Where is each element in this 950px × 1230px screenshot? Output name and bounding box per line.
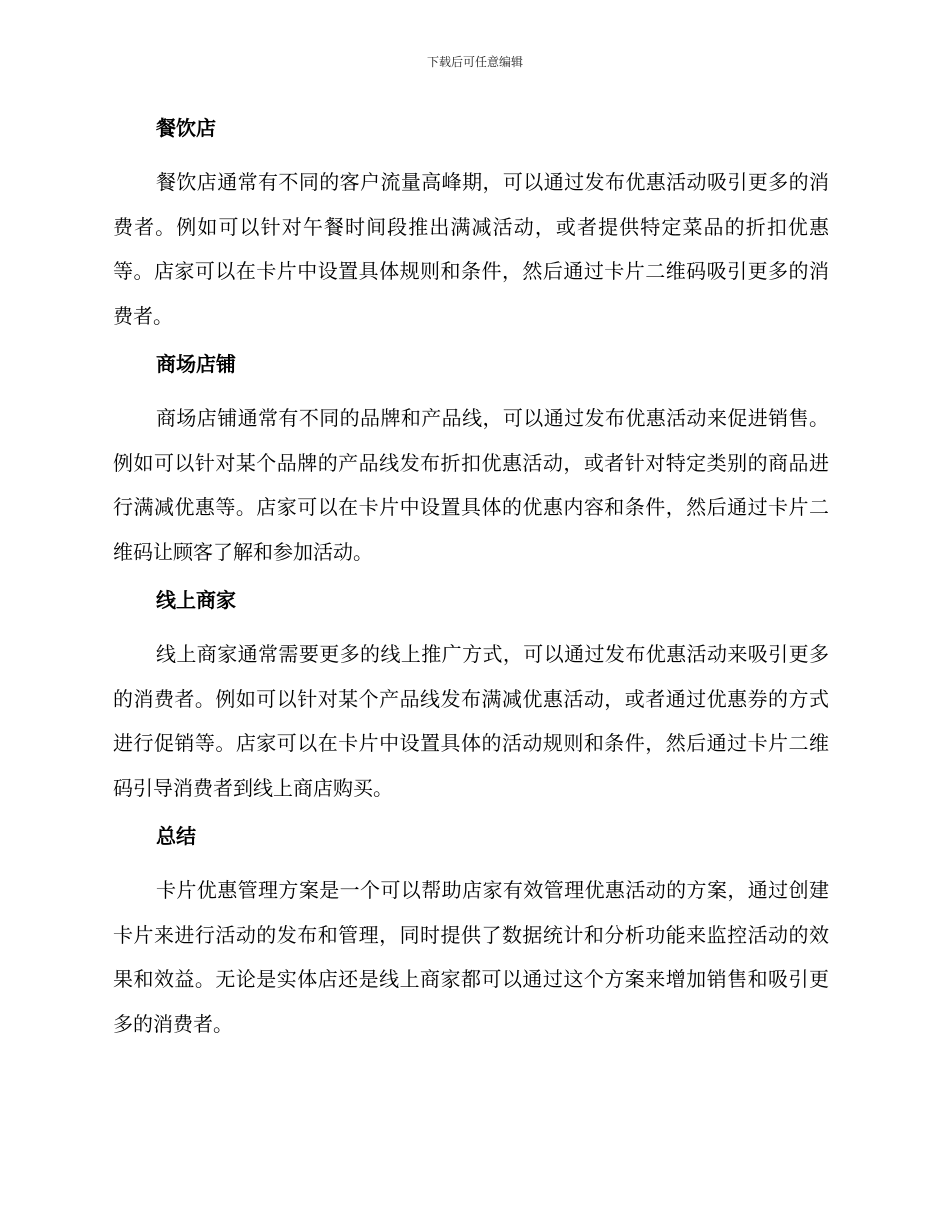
section-paragraph: 卡片优惠管理方案是一个可以帮助店家有效管理优惠活动的方案，通过创建卡片来进行活动的发布和管理，同时提供了数据统计和分析功能来监控活动的效果和效益。无论是实体店还是线上商家都可以通过这个方案来增加销售和吸引更多的消费者。	[113, 878, 829, 1036]
section-mall-store	[113, 344, 829, 574]
section-heading: 商场店铺	[156, 352, 236, 376]
section-restaurant	[113, 108, 829, 338]
section-paragraph: 商场店铺通常有不同的品牌和产品线，可以通过发布优惠活动来促进销售。例如可以针对某个品牌的产品线发布折扣优惠活动，或者针对特定类别的商品进行满减优惠等。店家可以在卡片中设置具体的优惠内容和条件，然后通过卡片二维码让顾客了解和参加活动。	[113, 406, 829, 564]
section-summary	[113, 816, 829, 1046]
section-paragraph: 餐饮店通常有不同的客户流量高峰期，可以通过发布优惠活动吸引更多的消费者。例如可以针对午餐时间段推出满减活动，或者提供特定菜品的折扣优惠等。店家可以在卡片中设置具体规则和条件，然后通过卡片二维码吸引更多的消费者。	[113, 170, 829, 328]
section-heading: 线上商家	[156, 588, 236, 612]
document-body	[113, 108, 829, 1052]
page-header-note: 下载后可任意编辑	[426, 55, 523, 69]
section-heading: 餐饮店	[156, 116, 216, 140]
section-heading: 总结	[156, 824, 196, 848]
section-online-merchant	[113, 580, 829, 810]
section-paragraph: 线上商家通常需要更多的线上推广方式，可以通过发布优惠活动来吸引更多的消费者。例如可以针对某个产品线发布满减优惠活动，或者通过优惠券的方式进行促销等。店家可以在卡片中设置具体的活动规则和条件，然后通过卡片二维码引导消费者到线上商店购买。	[113, 642, 829, 800]
